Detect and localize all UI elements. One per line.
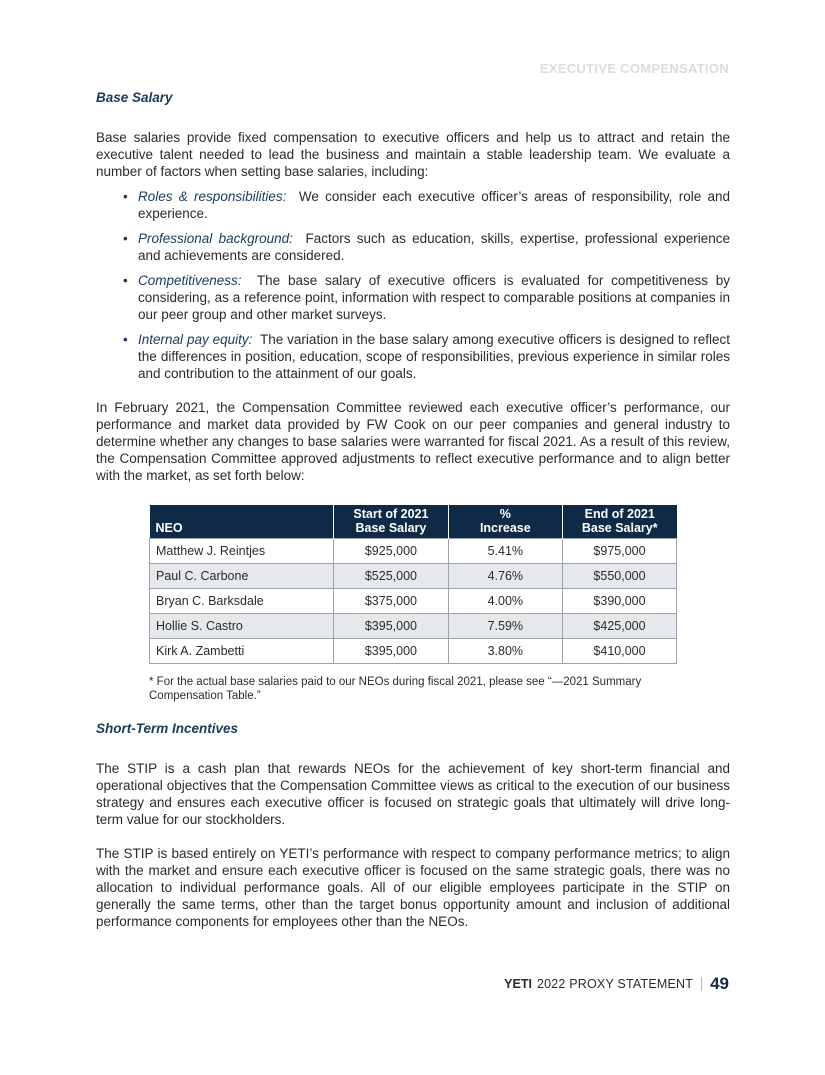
factor-text: Factors such as education, skills, expertise, professional experience and achievements are considered. [138, 231, 730, 263]
cell-end: $975,000 [563, 539, 677, 564]
col-header-start-line2: Base Salary [355, 521, 427, 535]
base-salary-intro: Base salaries provide fixed compensation to executive officers and help us to attract and retain the executive talent needed to lead the business and maintain a stable leadership team. We evaluate a number of factors when setting base salaries, including: [96, 130, 730, 179]
factor-text: The variation in the base salary among executive officers is designed to reflect the differences in position, education, scope of responsibilities, previous experience in similar roles and contribution to the attainment of our goals. [138, 332, 730, 381]
list-item [123, 188, 730, 222]
base-salary-heading: Base Salary [96, 90, 173, 105]
list-item [123, 230, 730, 264]
list-item [123, 331, 730, 382]
col-header-pct-line2: Increase [479, 521, 531, 535]
page-content [96, 89, 730, 930]
bullet-icon: • [123, 189, 128, 204]
cell-neo: Kirk A. Zambetti [150, 639, 334, 664]
bullet-icon: • [123, 273, 128, 288]
factor-list [96, 188, 730, 382]
cell-start: $525,000 [334, 564, 448, 589]
table-footnote: * For the actual base salaries paid to our NEOs during fiscal 2021, please see “—2021 Summary Compensation Table.” [149, 676, 642, 702]
bullet-icon: • [123, 332, 128, 347]
factor-term: Competitiveness: [138, 273, 242, 288]
review-paragraph: In February 2021, the Compensation Committee reviewed each executive officer’s performance, our performance and market data provided by FW Cook on our peer companies and general industry to determine whether any changes to base salaries were warranted for fiscal 2021. As a result of this review, the Compensation Committee approved adjustments to reflect executive performance and to align better with the market, as set forth below: [96, 400, 730, 483]
page-footer [504, 974, 729, 994]
cell-start: $395,000 [334, 639, 448, 664]
stip-paragraph-1: The STIP is a cash plan that rewards NEOs for the achievement of key short-term financial and operational objectives that the Compensation Committee views as critical to the execution of our business strategy and ensures each executive officer is focused on strategic goals that ultimately will drive long-term value for our stockholders. [96, 761, 730, 827]
col-header-start-line1: Start of 2021 [353, 507, 429, 521]
page-number: 49 [710, 974, 729, 993]
table-row [150, 564, 677, 589]
col-header-end [563, 505, 677, 539]
cell-end: $410,000 [563, 639, 677, 664]
col-header-end-line1: End of 2021 [584, 507, 655, 521]
cell-neo: Bryan C. Barksdale [150, 589, 334, 614]
cell-start: $925,000 [334, 539, 448, 564]
table-header-row [150, 505, 677, 539]
footer-doc-title: 2022 PROXY STATEMENT [536, 977, 694, 991]
factor-text: The base salary of executive officers is evaluated for competitiveness by considering, as a reference point, information with respect to comparable positions at companies in our peer group and other market surveys. [138, 273, 730, 322]
col-header-end-line2: Base Salary* [581, 521, 658, 535]
list-item [123, 272, 730, 323]
base-salary-table [149, 505, 677, 664]
cell-neo: Matthew J. Reintjes [150, 539, 334, 564]
short-term-heading: Short-Term Incentives [96, 721, 239, 736]
col-header-pct-line1: % [499, 507, 511, 521]
footer-divider [701, 977, 702, 991]
col-header-pct [448, 505, 562, 539]
col-header-neo: NEO [150, 505, 334, 539]
table-row [150, 539, 677, 564]
cell-start: $375,000 [334, 589, 448, 614]
footer-brand: YETI [504, 977, 532, 991]
cell-end: $390,000 [563, 589, 677, 614]
factor-term: Roles & responsibilities: [138, 189, 287, 204]
cell-start: $395,000 [334, 614, 448, 639]
cell-pct: 4.00% [448, 589, 562, 614]
cell-pct: 4.76% [448, 564, 562, 589]
cell-neo: Paul C. Carbone [150, 564, 334, 589]
cell-neo: Hollie S. Castro [150, 614, 334, 639]
factor-term: Internal pay equity: [138, 332, 253, 347]
factor-text: We consider each executive officer’s areas of responsibility, role and experience. [138, 189, 730, 221]
table-row [150, 614, 677, 639]
col-header-start [334, 505, 448, 539]
cell-pct: 5.41% [448, 539, 562, 564]
cell-end: $425,000 [563, 614, 677, 639]
table-row [150, 589, 677, 614]
table-row [150, 639, 677, 664]
cell-end: $550,000 [563, 564, 677, 589]
running-header: EXECUTIVE COMPENSATION [539, 61, 729, 76]
cell-pct: 3.80% [448, 639, 562, 664]
factor-term: Professional background: [138, 231, 293, 246]
bullet-icon: • [123, 231, 128, 246]
cell-pct: 7.59% [448, 614, 562, 639]
stip-paragraph-2: The STIP is based entirely on YETI’s performance with respect to company performance metrics; to align with the market and ensure each executive officer is focused on the same strategic goals, there was no allocation to individual performance goals. All of our eligible employees participate in the STIP on generally the same terms, other than the target bonus opportunity amount and inclusion of additional performance components for employees other than the NEOs. [96, 846, 730, 929]
